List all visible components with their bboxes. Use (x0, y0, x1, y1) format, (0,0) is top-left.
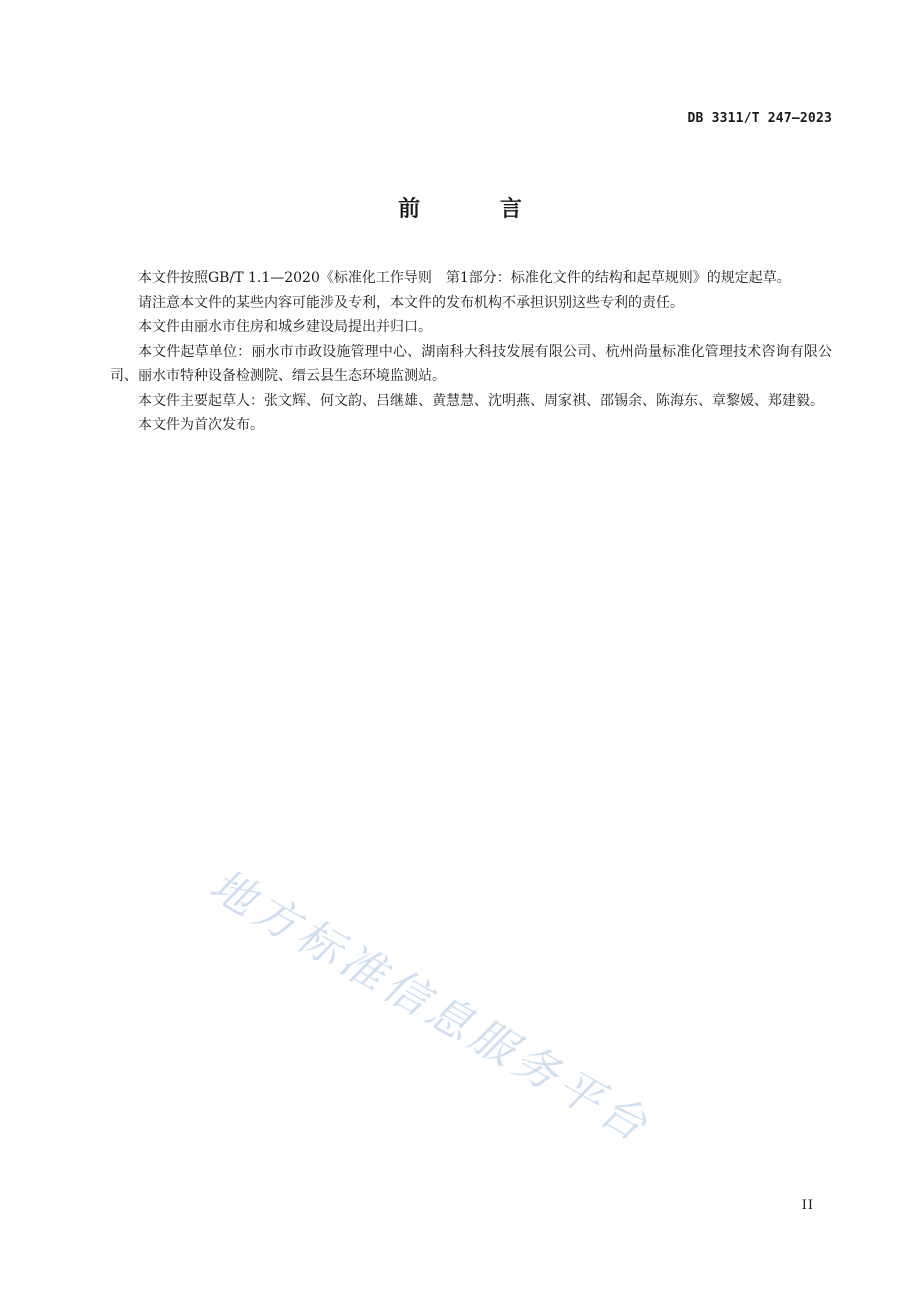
paragraph-proposer: 本文件由丽水市住房和城乡建设局提出并归口。 (138, 319, 432, 335)
paragraph-drafting-rules: 本文件按照GB/T 1.1—2020《标准化工作导则 第1部分：标准化文件的结构和起草规则》的规定起草。 (138, 270, 791, 286)
paragraph-drafters: 本文件主要起草人：张文辉、何文韵、吕继雄、黄慧慧、沈明燕、周家祺、邵锡余、陈海东、章黎媛、郑建毅。 (138, 392, 824, 409)
paragraph-first-release: 本文件为首次发布。 (138, 417, 264, 433)
document-code: DB 3311/T 247—2023 (687, 111, 832, 126)
watermark-text: 地方标准信息服务平台 (201, 859, 660, 1154)
foreword-body (110, 266, 832, 438)
page-number: II (801, 1198, 814, 1213)
page-title: 前 言 (398, 197, 558, 222)
paragraph-patent-notice: 请注意本文件的某些内容可能涉及专利，本文件的发布机构不承担识别这些专利的责任。 (138, 294, 684, 311)
paragraph-drafting-units: 本文件起草单位：丽水市市政设施管理中心、湖南科大科技发展有限公司、杭州尚量标准化管理技术咨询有限公司、丽水市特种设备检测院、缙云县生态环境监测站。 (110, 343, 832, 384)
watermark (201, 760, 792, 1154)
